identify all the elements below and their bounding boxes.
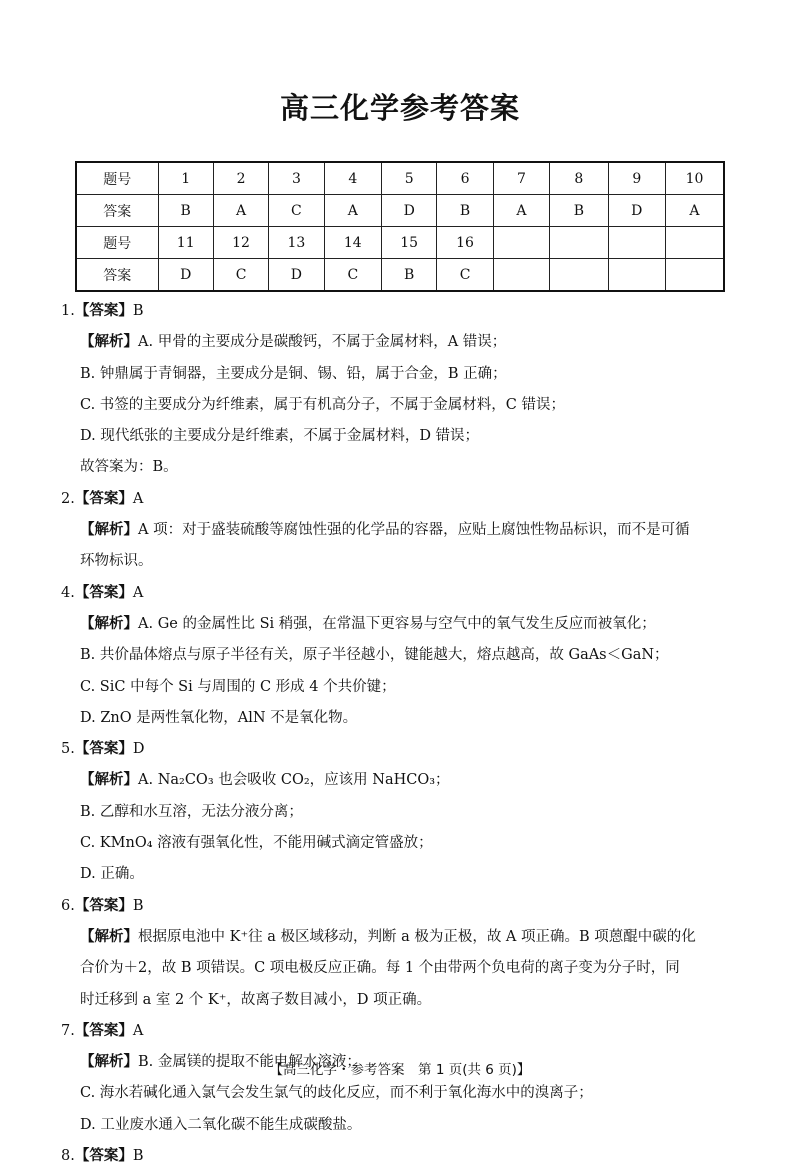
text-line [61, 421, 721, 452]
table-row [76, 259, 724, 292]
table-cell: 6 [437, 162, 493, 195]
text-line [61, 797, 721, 828]
line-text: 时迁移到 a 室 2 个 K⁺，故离子数目减小，D 项正确。 [80, 991, 432, 1008]
table-cell: D [382, 195, 437, 227]
question-number: 7. [61, 1022, 75, 1039]
table-cell: 4 [324, 162, 381, 195]
answer-tag: 【答案】 [74, 1148, 133, 1165]
line-text: C. KMnO₄ 溶液有强氧化性，不能用碱式滴定管盛放； [80, 835, 433, 852]
table-cell: C [213, 259, 268, 292]
line-text: D. 正确。 [80, 866, 144, 883]
analysis-line [61, 609, 721, 640]
table-row [76, 162, 724, 195]
table-cell: B [382, 259, 437, 292]
table-cell: B [550, 195, 608, 227]
text-line [61, 452, 721, 483]
question-answer-line [61, 1141, 721, 1172]
question-number: 5. [61, 741, 75, 758]
analysis-line [61, 922, 721, 953]
line-text: B. 共价晶体熔点与原子半径有关，原子半径越小，键能越大，熔点越高，故 GaAs＜GaN； [80, 647, 669, 664]
analysis-line [61, 327, 721, 358]
table-cell: 2 [213, 162, 268, 195]
line-text: 故答案为：B。 [80, 459, 178, 476]
table-cell: C [269, 195, 324, 227]
line-text: 根据原电池中 K⁺往 a 极区域移动，判断 a 极为正极，故 A 项正确。B 项蒽醌中碳的化 [138, 928, 696, 945]
line-text: D. 工业废水通入二氧化碳不能生成碳酸盐。 [80, 1116, 362, 1133]
table-cell: 16 [437, 227, 493, 259]
text-line [61, 1078, 721, 1109]
answer-tag: 【答案】 [74, 303, 133, 319]
table-cell [550, 259, 608, 292]
line-text: D [132, 741, 145, 758]
line-text: D. 现代纸张的主要成分是纤维素，不属于金属材料，D 错误； [80, 428, 480, 445]
line-text: A. Na₂CO₃ 也会吸收 CO₂，应该用 NaHCO₃； [138, 772, 450, 789]
table-cell: A [324, 195, 381, 227]
answer-tag: 【答案】 [74, 490, 133, 507]
table-cell: 1 [158, 162, 213, 195]
analysis-tag: 【解析】 [80, 772, 138, 789]
table-cell: 8 [550, 162, 608, 195]
table-cell [665, 259, 724, 292]
table-cell [493, 259, 549, 292]
line-text: B [132, 303, 144, 319]
table-cell: A [665, 195, 724, 227]
question-number: 1. [61, 303, 75, 319]
table-cell: B [437, 195, 493, 227]
answer-table [75, 161, 725, 292]
text-line [61, 359, 721, 390]
table-cell: 11 [158, 227, 213, 259]
analysis-tag: 【解析】 [80, 334, 138, 351]
explanation-content [61, 296, 721, 1172]
table-cell: 15 [382, 227, 437, 259]
table-row [76, 227, 724, 259]
table-cell: 5 [382, 162, 437, 195]
table-cell: 14 [324, 227, 381, 259]
table-cell: A [493, 195, 549, 227]
table-cell: C [324, 259, 381, 292]
question-answer-line [61, 484, 721, 515]
text-line [61, 828, 721, 859]
question-answer-line [61, 296, 721, 327]
analysis-tag: 【解析】 [80, 928, 138, 945]
table-cell: 10 [665, 162, 724, 195]
line-text: A. 甲骨的主要成分是碳酸钙，不属于金属材料，A 错误； [138, 334, 507, 351]
analysis-line [61, 515, 721, 546]
table-cell [608, 259, 665, 292]
answer-tag: 【答案】 [74, 741, 133, 758]
page-title: 高三化学参考答案 [279, 91, 520, 125]
question-answer-line [61, 1016, 721, 1047]
table-row-header: 答案 [76, 195, 158, 227]
line-text: A [132, 490, 144, 507]
table-cell: D [158, 259, 213, 292]
text-line [61, 546, 721, 577]
text-line [61, 1110, 721, 1141]
table-cell: D [269, 259, 324, 292]
analysis-line [61, 765, 721, 796]
text-line [61, 985, 721, 1016]
table-cell [493, 227, 549, 259]
question-number: 2. [61, 490, 75, 507]
question-number: 4. [61, 584, 75, 601]
table-cell: 13 [269, 227, 324, 259]
table-cell: B [158, 195, 213, 227]
line-text: 环物标识。 [80, 553, 153, 570]
table-cell: 7 [493, 162, 549, 195]
line-text: B. 金属镁的提取不能电解水溶液； [138, 1054, 361, 1071]
table-cell [665, 227, 724, 259]
table-cell: 12 [213, 227, 268, 259]
line-text: A [132, 584, 144, 601]
question-number: 8. [61, 1148, 75, 1165]
table-cell: A [213, 195, 268, 227]
answer-tag: 【答案】 [74, 897, 133, 914]
line-text: B. 乙醇和水互溶，无法分液分离； [80, 803, 303, 820]
analysis-tag: 【解析】 [80, 1054, 138, 1071]
text-line [61, 953, 721, 984]
text-line [61, 640, 721, 671]
table-row [76, 195, 724, 227]
table-row-header: 答案 [76, 259, 158, 292]
answer-tag: 【答案】 [74, 1022, 133, 1039]
line-text: 合价为＋2，故 B 项错误。C 项电极反应正确。每 1 个由带两个负电荷的离子变为分子时，同 [80, 960, 680, 977]
table-row-header: 题号 [76, 227, 158, 259]
table-cell [608, 227, 665, 259]
analysis-tag: 【解析】 [80, 615, 138, 632]
question-answer-line [61, 891, 721, 922]
question-answer-line [61, 734, 721, 765]
text-line [61, 672, 721, 703]
line-text: C. 海水若碱化通入氯气会发生氯气的歧化反应，而不利于氧化海水中的溴离子； [80, 1085, 593, 1102]
table-cell: C [437, 259, 493, 292]
analysis-tag: 【解析】 [80, 522, 138, 539]
question-answer-line [61, 578, 721, 609]
table-row-header: 题号 [76, 162, 158, 195]
line-text: B. 钟鼎属于青铜器，主要成分是铜、锡、铅，属于合金，B 正确； [80, 365, 507, 382]
line-text: D. ZnO 是两性氧化物，AlN 不是氧化物。 [80, 709, 358, 726]
table-cell [550, 227, 608, 259]
line-text: B [132, 1148, 144, 1165]
line-text: B [132, 897, 144, 914]
text-line [61, 390, 721, 421]
line-text: C. 书签的主要成分为纤维素，属于有机高分子，不属于金属材料，C 错误； [80, 396, 565, 413]
line-text: A [132, 1022, 144, 1039]
text-line [61, 703, 721, 734]
page-footer: 【高三化学・参考答案 第 1 页(共 6 页)】 [269, 1062, 531, 1078]
question-number: 6. [61, 897, 75, 914]
line-text: A. Ge 的金属性比 Si 稍强，在常温下更容易与空气中的氧气发生反应而被氧化； [138, 615, 656, 632]
table-cell: 9 [608, 162, 665, 195]
table-cell: 3 [269, 162, 324, 195]
line-text: A 项：对于盛装硫酸等腐蚀性强的化学品的容器，应贴上腐蚀性物品标识，而不是可循 [138, 522, 690, 539]
text-line [61, 859, 721, 890]
table-cell: D [608, 195, 665, 227]
answer-tag: 【答案】 [74, 584, 133, 601]
line-text: C. SiC 中每个 Si 与周围的 C 形成 4 个共价键； [80, 678, 396, 695]
